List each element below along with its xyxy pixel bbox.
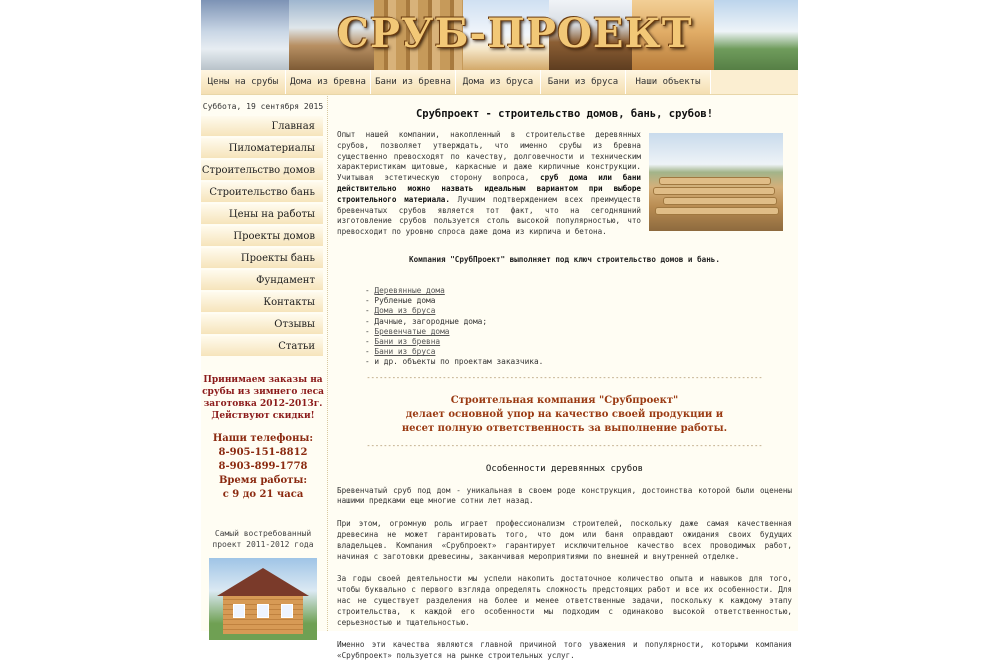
page-title: Срубпроект - строительство домов, бань, срубов! [415, 108, 714, 120]
nav-log-houses[interactable]: Дома из бревна [286, 70, 371, 94]
work-hours: с 9 до 21 часа [222, 489, 304, 500]
nav-our-objects[interactable]: Наши объекты [626, 70, 711, 94]
column-divider [327, 96, 328, 631]
banner-photo-house [714, 0, 798, 70]
list-item: - Рубленые дома [365, 296, 436, 306]
list-item-text: Дачные, загородные дома; [374, 316, 488, 326]
dashed-divider: ---------------------------------------------------------------------------------------------- [366, 373, 763, 382]
phone-number: 8-903-899-1778 [218, 461, 308, 472]
list-item: - Бани из бревна [365, 337, 441, 347]
nav-log-saunas[interactable]: Бани из бревна [371, 70, 456, 94]
house-window [233, 604, 245, 618]
promo-line: Действуют скидки! [211, 411, 315, 421]
link-wooden-houses[interactable]: Деревянные дома [374, 286, 445, 295]
hours-heading: Время работы: [218, 475, 308, 486]
nav-timber-saunas[interactable]: Бани из бруса [541, 70, 626, 94]
menu-item-house-projects[interactable]: Проекты домов [201, 226, 323, 246]
article-paragraph: За годы своей деятельности мы успели накопить достаточное количество опыта и навыков для того, чтобы буквально с первого взгляда определять сложность предстоящих работ и все их особенности. Для нас не существует разделения на более и менее ответственные задачи, поскольку к каждому этапу строительства, к каждой его особенности мы подходим с одинаково высокой ответственностью, серьезностью и тщательностью. [337, 574, 792, 627]
slogan-line: делает основной упор на качество своей продукции и [405, 408, 724, 420]
menu-item-reviews[interactable]: Отзывы [201, 314, 323, 334]
link-log-houses[interactable]: Бревенчатые дома [374, 326, 450, 336]
menu-item-sauna-building[interactable]: Строительство бань [201, 182, 323, 202]
company-slogan [337, 394, 792, 436]
sidebar [201, 96, 325, 631]
current-date: Суббота, 19 сентября 2015 [202, 102, 324, 111]
list-item-text: и др. объекты по проектам заказчика. [374, 357, 544, 367]
phones-heading: Наши телефоны: [212, 433, 314, 444]
house-roof [217, 568, 309, 596]
best-project-caption [201, 528, 325, 550]
best-project-line: Самый востребованный [214, 529, 312, 538]
top-navigation [201, 70, 798, 95]
link-timber-saunas[interactable]: Бани из бруса [374, 347, 436, 357]
list-item: - Бревенчатые дома [365, 326, 450, 336]
main-content [337, 96, 792, 661]
nav-prices[interactable]: Цены на срубы [201, 70, 286, 94]
slogan-line: несет полную ответственность за выполнение работы. [401, 422, 728, 434]
sidebar-menu [201, 116, 325, 356]
best-project-line: проект 2011-2012 года [212, 540, 314, 549]
intro-text-part: Опыт нашей компании, накопленный в строительстве деревянных срубов, позволяет утверждать, что именно срубы из бревна существенно превосходят по качеству, долговечности и техническим характеристикам щитовые, каркасные и даже кирпичные конструкции. Учитывая эстетическую сторону вопроса, [337, 130, 641, 183]
link-timber-houses[interactable]: Дома из бруса [374, 306, 436, 316]
log [659, 177, 771, 185]
services-list [337, 286, 792, 368]
menu-item-house-building[interactable]: Строительство домов [201, 160, 323, 180]
menu-item-sauna-projects[interactable]: Проекты бань [201, 248, 323, 268]
promo-block [201, 374, 325, 422]
slogan-line: Строительная компания "Срубпроект" [450, 394, 679, 406]
phone-number: 8-905-151-8812 [218, 447, 308, 458]
list-item: - Дачные, загородные дома; [365, 316, 488, 326]
menu-item-foundation[interactable]: Фундамент [201, 270, 323, 290]
article-paragraph: Именно эти качества являются главной причиной того уважения и популярности, которыми компания «Срубпроект» пользуется на рынке строительных услуг. [337, 640, 792, 661]
article-paragraph: Бревенчатый сруб под дом - уникальная в своем роде конструкция, достоинства которой были оценены нашими предками еще многие сотни лет назад. [337, 485, 792, 506]
menu-item-contacts[interactable]: Контакты [201, 292, 323, 312]
log [655, 207, 779, 215]
list-item: - Деревянные дома [365, 286, 445, 295]
promo-line: Принимаем заказы на [203, 375, 323, 385]
menu-item-work-prices[interactable]: Цены на работы [201, 204, 323, 224]
list-item: - и др. объекты по проектам заказчика. [365, 357, 544, 367]
article-paragraph: При этом, огромную роль играет профессионализм строителей, поскольку даже самая качественная древесина не может гарантировать того, что дом или баня оправдают ожидания своих будущих владельцев. Компания «Срубпроект» гарантирует исключительное качество всех проводимых работ, начиная с заготовки древесины, заканчивая мероприятиями по внешней и внутренней отделке. [337, 519, 792, 561]
promo-line: срубы из зимнего леса [202, 387, 324, 397]
list-item: - Дома из бруса [365, 306, 436, 316]
intro-block [337, 130, 792, 248]
page [201, 0, 798, 661]
nav-timber-houses[interactable]: Дома из бруса [456, 70, 541, 94]
house-window [257, 604, 269, 618]
log [663, 197, 777, 205]
section-title: Особенности деревянных срубов [485, 463, 644, 474]
intro-text [337, 130, 641, 238]
intro-text-part: Лучшим подтверждением всех преимуществ бревенчатых срубов является тот факт, что на сегодняшний изготовление срубов пользуется столь высокой популярностью, что превосходит по уровню спроса даже дома из кирпича и бетона. [337, 194, 641, 237]
banner-photo-logging [201, 0, 289, 70]
intro-text-bold: сруб дома или бани действительно можно назвать идеальным вариантом при выборе строительного материала. [337, 173, 641, 204]
promo-line: заготовка 2012-2013г. [203, 399, 323, 409]
contact-phones [201, 432, 325, 502]
link-log-saunas[interactable]: Бани из бревна [374, 337, 441, 347]
menu-item-lumber[interactable]: Пиломатериалы [201, 138, 323, 158]
house-window [281, 604, 293, 618]
log [653, 187, 775, 195]
header-banner [201, 0, 798, 70]
company-statement: Компания "СрубПроект" выполняет под ключ строительство домов и бань. [409, 255, 720, 264]
site-logo[interactable]: СРУБ-ПРОЕКТ [337, 10, 693, 57]
dashed-divider: ---------------------------------------------------------------------------------------------- [366, 441, 763, 450]
menu-item-articles[interactable]: Статьи [201, 336, 323, 356]
list-item-text: Рубленые дома [374, 296, 436, 306]
article-body [337, 486, 792, 662]
best-project-image[interactable] [209, 558, 317, 640]
list-item: - Бани из бруса [365, 347, 436, 357]
menu-item-home[interactable]: Главная [201, 116, 323, 136]
log-frame-photo [649, 133, 783, 231]
